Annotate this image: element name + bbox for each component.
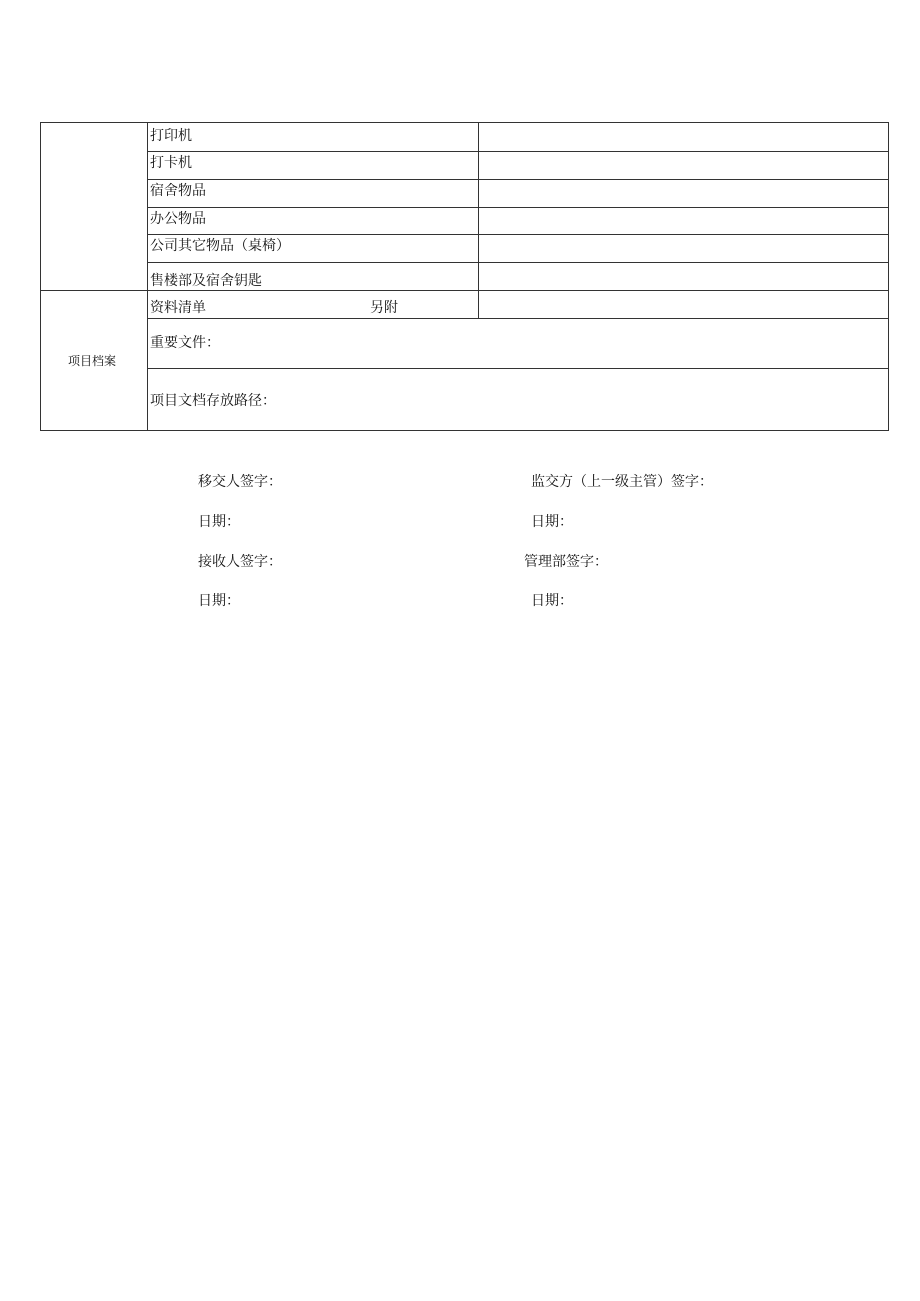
table-divider [41, 290, 888, 291]
receiver-signature-label: 接收人签字： [198, 554, 282, 570]
item-label: 公司其它物品（桌椅） [150, 238, 290, 254]
table-divider [148, 262, 888, 263]
table-divider [147, 123, 148, 430]
table-row [150, 238, 290, 254]
table-row [150, 183, 206, 199]
table-divider [148, 151, 888, 152]
date-label: 日期： [531, 593, 573, 609]
item-label: 打卡机 [150, 155, 192, 171]
item-label: 打印机 [150, 128, 192, 144]
table-divider [148, 368, 888, 369]
archive-list-label: 资料清单 [150, 300, 206, 316]
handover-table [40, 122, 889, 431]
table-row [150, 155, 192, 171]
date-label: 日期： [531, 514, 573, 530]
archive-list-attach: 另附 [370, 300, 398, 316]
table-divider [478, 123, 479, 318]
date-label: 日期： [198, 514, 240, 530]
table-divider [148, 179, 888, 180]
handover-signature-label: 移交人签字： [198, 474, 282, 490]
date-label: 日期： [198, 593, 240, 609]
table-row [150, 128, 192, 144]
table-row [150, 273, 262, 289]
item-label: 办公物品 [150, 211, 206, 227]
important-docs-label: 重要文件： [150, 335, 220, 351]
supervisor-signature-label: 监交方（上一级主管）签字： [531, 474, 713, 490]
table-row [150, 211, 206, 227]
table-divider [148, 318, 888, 319]
item-label: 宿舍物品 [150, 183, 206, 199]
table-divider [148, 207, 888, 208]
table-divider [148, 234, 888, 235]
section-label-project-archive: 项目档案 [68, 354, 117, 368]
item-label: 售楼部及宿舍钥匙 [150, 273, 262, 289]
management-signature-label: 管理部签字： [524, 554, 608, 570]
doc-path-label: 项目文档存放路径： [150, 393, 276, 409]
